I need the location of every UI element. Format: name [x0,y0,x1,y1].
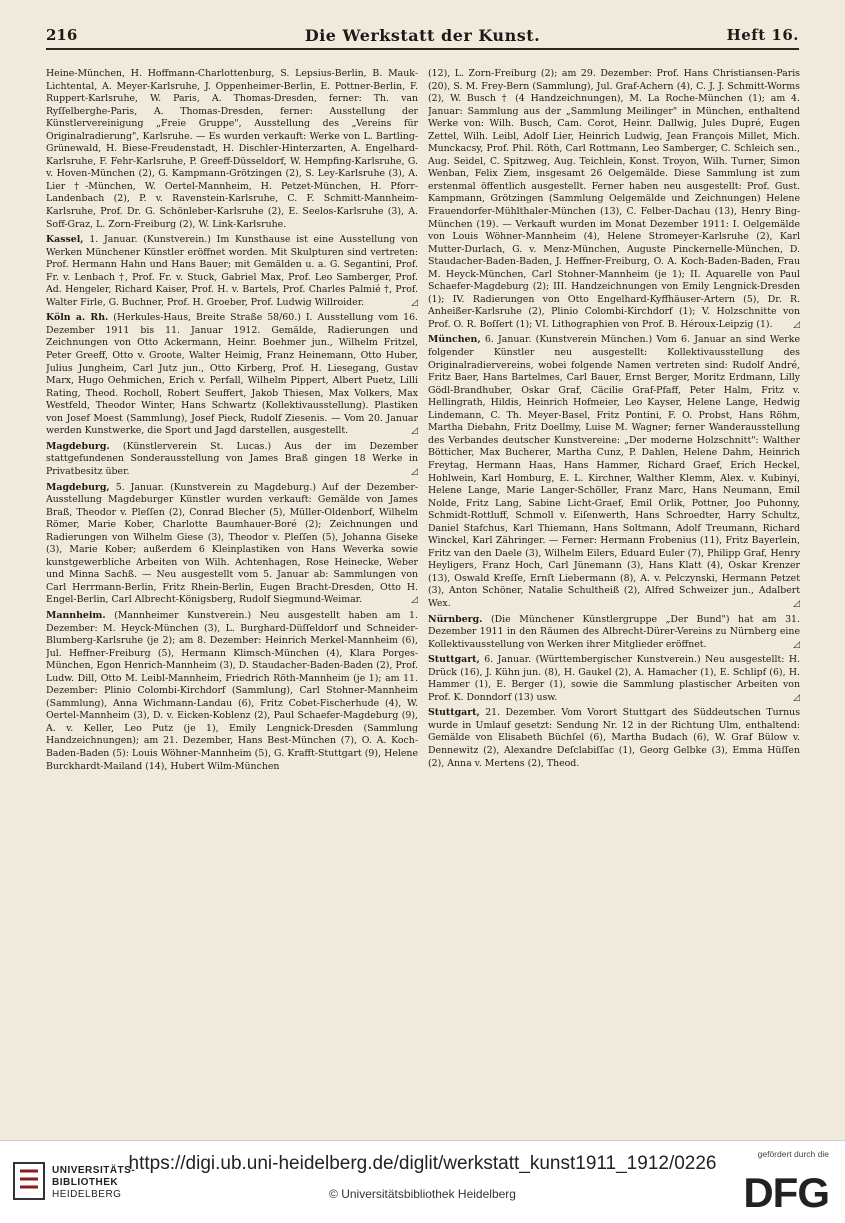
end-mark-icon: ◿ [793,319,800,330]
end-mark-icon: ◿ [793,639,800,650]
viewer-footer [0,1140,845,1223]
paragraph: Kassel, 1. Januar. (Kunstverein.) Im Kunsthause ist eine Ausstellung von Werken Münchener Künstler eröffnet worden. Mit Skulpturen sind vertreten: Prof. Hermann Hahn und Hans Bauer; mit Gemälden u. a. G. Segantini, Prof. Fr. v. Lenbach †, Prof. Fr. v. Stuck, Gabriel Max, Prof. Leo Samberger, Prof. Ad. Hengeler, Richard Kaiser, Prof. H. v. Bartels, Prof. Charles Palmié †, Prof. Walter Firle, G. Buchner, Prof. H. Groeber, Prof. Ludwig Willroider. ◿ [46,234,418,308]
right-column [428,68,800,1130]
header-rule [46,48,799,50]
place-heading: Kassel, [46,234,84,246]
end-mark-icon: ◿ [411,595,418,606]
place-heading: Magdeburg, [46,481,110,493]
paragraph: Magdeburg. (Künstlerverein St. Lucas.) Aus der im Dezember stattgefundenen Sonderausstellung von James Braß gingen 18 Werke in Privatbesitz über. ◿ [46,440,418,477]
paragraph: Nürnberg. (Die Münchener Künstlergruppe „Der Bund") hat am 31. Dezember 1911 in den Räumen des Albrecht-Dürer-Vereins zu Nürnberg eine Kollektivausstellung von Werken ihrer Mitglieder eröffnet. ◿ [428,613,800,650]
library-name-line2: BIBLIOTHEK [52,1177,119,1188]
place-heading: Stuttgart, [428,707,480,719]
paragraph: (12), L. Zorn-Freiburg (2); am 29. Dezember: Prof. Hans Christiansen-Paris (20), S. M. Frey-Bern (Sammlung), Jul. Graf-Achern (4), C. J. J. Schmitt-Worms (2), W. Busch † (4 Handzeichnungen), M. La Roche-München (1); am 4. Januar: Sammlung aus der „Sammlung Meilinger" in München, enthaltend Werke von: Wilh. Busch, Cam. Corot, Heinr. Dallwig, Jules Dupré, Eugen Zettel, Wilh. Leibl, Adolf Lier, Heinrich Ludwig, Jean François Millet, Mich. Munckacsy, Prof. Phil. Röth, Carl Rottmann, Leo Samberger, C. Schleich sen., Aug. Seidel, C. Spitzweg, Aug. Teichlein, Konst. Troyon, Wilh. Turner, Simon Wenban, Felix Ziem, insgesamt 26 Oelgemälde. Diese Sammlung ist zum erstenmal öffentlich ausgestellt. Ferner haben neu ausgestellt: Prof. Gust. Kampmann, Grötzingen (Sammlung Oelgemälde und Zeichnungen) Helene Frauendorfer-Mühlthaler-München (13), C. Felber-Dachau (13), Henry Bing-München (19). — Verkauft wurden im Monat Dezember 1911: I. Oelgemälde von Louis Wöhner-Mannheim (4), Helene Stromeyer-Karlsruhe (2), Karl Mutter-Durlach, G. v. Menz-München, Auguste Pinckernelle-München, D. Staudacher-Baden-Baden, J. Heffner-Freiburg, O. A. Koch-Baden-Baden, Frau M. Heyck-München, Carl Stohner-Mannheim (je 1); II. Aquarelle von Paul Schaefer-Magdeburg (2); III. Handzeichnungen von Emily Lengnick-Dresden (1); IV. Radierungen von Otto Engelhard-Kyffhäuser-Artern (5), Dr. R. Anheißer-Karlsruhe (2), Plinio Colombi-Kirchdorf (1); V. Holzschnitte von Prof. O. R. Boſſert (1); VI. Lithographien von Prof. B. Héroux-Leipzig (1). ◿ [428,68,800,330]
place-heading: Mannheim. [46,609,106,621]
page-number: 216 [46,26,78,44]
dfg-brand: DFG [743,1169,829,1216]
running-header [46,26,799,48]
end-mark-icon: ◿ [793,598,800,609]
end-mark-icon: ◿ [411,466,418,477]
copyright-notice: © Universitätsbibliothek Heidelberg [329,1187,516,1201]
dfg-logo[interactable] [719,1149,829,1215]
place-heading: München, [428,334,481,346]
library-name-line1: UNIVERSITÄTS- [52,1165,136,1176]
place-heading: Stuttgart, [428,654,480,666]
paragraph: München, 6. Januar. (Kunstverein München.) Vom 6. Januar an sind Werke folgender Künstler neu ausgestellt: Kollektivausstellung des Originalradiervereins, wobei folgende Namen vertreten sind: Rudolf André, Fritz Baer, Hans Bartelmes, Carl Bauer, Ernst Berger, Moritz Erdmann, Lilly Gödl-Brandhuber, Oskar Graf, Cäcilie Graf-Pfaff, Peter Halm, Fritz v. Hellingrath, Hildis, Heinrich Hofmeier, Leo Kayser, Helene Lange, Hedwig Lindemann, C. Th. Meyer-Basel, Fritz Pontini, F. O. Probst, Hans Röhm, Martha Diebahn, Fritz Doellmy, Luise M. Wagner; ferner Wanderausstellung des Verbandes deutscher Kunstvereine: „Der moderne Holzschnitt": Walther Bötticher, Max Bucherer, Martha Cunz, P. Dahlen, Helene Dahm, Heinrich Freytag, Hermann Haas, Hans Hammer, Richard Graef, Erich Heckel, Hohlwein, Karl Homburg, E. L. Kirchner, Walther Klemm, Alex. v. Kubinyi, Helene Lange, Marie Langer-Schöller, Franz Marc, Hans Neumann, Emil Nolde, Fritz Lang, Sabine Licht-Graef, Emil Orlik, Pottner, Joo Puhonny, Schmidt-Rottluff, Schmoll v. Eiſenwerth, Hans Schroedter, Harry Schultz, Daniel Stafchus, Karl Thiemann, Hans Soltmann, Adolf Treumann, Richard Winckel, Karl Zähringer. — Ferner: Hermann Frobenius (11), Fritz Bayerlein, Fritz van den Daele (3), Wilhelm Eilers, Eduard Euler (7), Philipp Graf, Henry Heyligers, Franz Hoch, Carl Jünemann (3), Hans Klatt (4), Oskar Krenzer (13), Oswald Kreſſe, Ernſt Liebermann (8), A. v. Pelczynski, Hermann Petzet (3), Anton Schöner, Natalie Schultheiß (2), Alfred Schweizer jun., Adalbert Wex. ◿ [428,334,800,609]
issue-label: Heft 16. [726,26,799,44]
end-mark-icon: ◿ [793,692,800,703]
place-heading: Köln a. Rh. [46,312,109,324]
paragraph: Köln a. Rh. (Herkules-Haus, Breite Straße 58/60.) I. Ausstellung vom 16. Dezember 1911 bis 11. Januar 1912. Gemälde, Radierungen und Zeichnungen von Otto Ackermann, Heinr. Boehmer jun., Wilhelm Fritzel, Peter Greeff, Otto v. Groote, Walter Heimig, Franz Heinemann, Otto Huber, Julius Jungheim, Carl Jutz jun., Otto Kirberg, Prof. H. Liesegang, Gustav Marx, Hugo Oehmichen, Erich v. Perfall, Wilhelm Pippert, Albert Puetz, Lilli Rating, Theod. Rocholl, Robert Seuffert, Jakob Thiesen, Max Volkers, Max Westfeld, Theodor Winter, Hans Schwartz (Kollektivausstellung). Plastiken von Josef Moest (Sammlung), Josef Pieck, Rudolf Ziesenis. — Vom 20. Januar werden Kunstwerke, die Sport und Jagd darstellen, ausgestellt. ◿ [46,312,418,437]
end-mark-icon: ◿ [411,297,418,308]
place-heading: Nürnberg. [428,613,483,625]
paragraph: Heine-München, H. Hoffmann-Charlottenburg, S. Lepsius-Berlin, B. Mauk-Lichtental, A. Meyer-Karlsruhe, J. Oppenheimer-Berlin, E. Pottner-Berlin, F. Ruppert-Karlsruhe, W. Paris, A. Thomas-Dresden, ferner: Th. van Ryſſelberghe-Paris, A. Thomas-Dresden, ferner: Ausstellung der Künstlervereinigung „Freie Gruppe", Ausstellung des „Vereins für Originalradierung", Karlsruhe. — Es wurden verkauft: Werke von L. Bartling-Grünewald, H. Biese-Freudenstadt, H. Dischler-Hinterzarten, A. Engelhard-Karlsruhe, F. Fehr-Karlsruhe, P. Greeff-Düsseldorf, W. Hempfing-Karlsruhe, G. v. Hoven-München (2), G. Kampmann-Grötzingen (2), S. Ley-Karlsruhe (3), A. Lier †-München, W. Oertel-Mannheim, H. Petzet-München, H. Pforr-Landenbach (2), P. v. Ravenstein-Karlsruhe, C. F. Schmitt-Mannheim-Karlsruhe, Prof. Dr. G. Schönleber-Karlsruhe (2), E. Seelos-Karlsruhe (3), A. Soff-Graz, L. Zorn-Freiburg (2), W. Link-Karlsruhe. [46,68,418,230]
paragraph: Magdeburg, 5. Januar. (Kunstverein zu Magdeburg.) Auf der Dezember-Ausstellung Magdeburger Künstler wurden verkauft: Gemälde von James Braß, Theodor v. Pleſſen (2), Conrad Blecher (5), Müller-Oldenborf, Wilhelm Römer, Marie Kober, Charlotte Baumhauer-Boré (2); Zeichnungen und Radierungen von Wilhelm Giese (3), Theodor v. Pleſſen (5), Johanna Giseke (3), Marie Kober; außerdem 6 Kleinplastiken von Hans Weverka sowie kunstgewerbliche Arbeiten von Wilh. Achtenhagen, Rose Heinecke, Weber und Minna Sachß. — Neu ausgestellt vom 5. Januar ab: Sammlungen von Carl Herrmann-Berlin, Fritz Rhein-Berlin, Eugen Bracht-Dresden, Otto H. Engel-Berlin, Carl Albrecht-Königsberg, Rudolf Siegmund-Weimar. ◿ [46,481,418,606]
library-name-line3: HEIDELBERG [52,1189,122,1200]
permalink-url[interactable]: https://digi.ub.uni-heidelberg.de/diglit/werkstatt_kunst1911_1912/0226 [128,1153,717,1174]
paragraph: Stuttgart, 6. Januar. (Württembergischer Kunstverein.) Neu ausgestellt: H. Drück (16), J. Kühn jun. (8), H. Gaukel (2), A. Hamacher (1), E. Schlipf (6), H. Hammer (1), E. Berger (1), sowie die Sammlung plastischer Arbeiten von Prof. K. Donndorf (13) usw. ◿ [428,654,800,703]
place-heading: Magdeburg. [46,440,110,452]
paragraph: Stuttgart, 21. Dezember. Vom Vorort Stuttgart des Süddeutschen Turnus wurde in Umlauf gesetzt: Sendung Nr. 12 in der Richtung Ulm, enthaltend: Gemälde von Elisabeth Büchſel (6), Martha Budach (6), W. Graf Bülow v. Dennewitz (2), Alexandre Deſclabiſſac (1), Georg Gelbke (3), Emma Hüſſen (2), Anna v. Mertens (2), Theod. [428,707,800,769]
end-mark-icon: ◿ [411,426,418,437]
journal-title: Die Werkstatt der Kunst. [304,26,541,45]
funding-note: gefördert durch die [757,1149,829,1159]
left-column [46,68,418,1130]
paragraph: Mannheim. (Mannheimer Kunstverein.) Neu ausgestellt haben am 1. Dezember: M. Heyck-München (3), L. Burghard-Düſſeldorf und Schneider-Blumberg-Karlsruhe (je 2); am 8. Dezember: Heinrich Merkel-Mannheim (6), Jul. Heffner-Freiburg (5), Hermann Klimsch-München (4), Klara Porges-München, Egon Henrich-Mannheim (3), D. Staudacher-Baden-Baden (2), Prof. Ludw. Dill, Otto M. Leibl-Mannheim, Friedrich Röth-Mannheim (je 1); am 11. Dezember: Plinio Colombi-Kirchdorf (Sammlung), Carl Stohner-Mannheim (Sammlung), Anna Wichmann-Landau (6), Fritz Cobet-Fischerhude (4), W. Oertel-Mannheim (3), D. v. Eicken-Koblenz (2), Paul Schaefer-Magdeburg (9), A. v. Keller, Leo Putz (je 1), Emily Lengnick-Dresden (Sammlung Handzeichnungen); am 21. Dezember, Hans Best-München (7), O. A. Koch-Baden-Baden (5): Louis Wöhner-Mannheim (5), G. Krafft-Stuttgart (9), Helene Burckhardt-Mailand (14), Hubert Wilm-München [46,609,418,772]
